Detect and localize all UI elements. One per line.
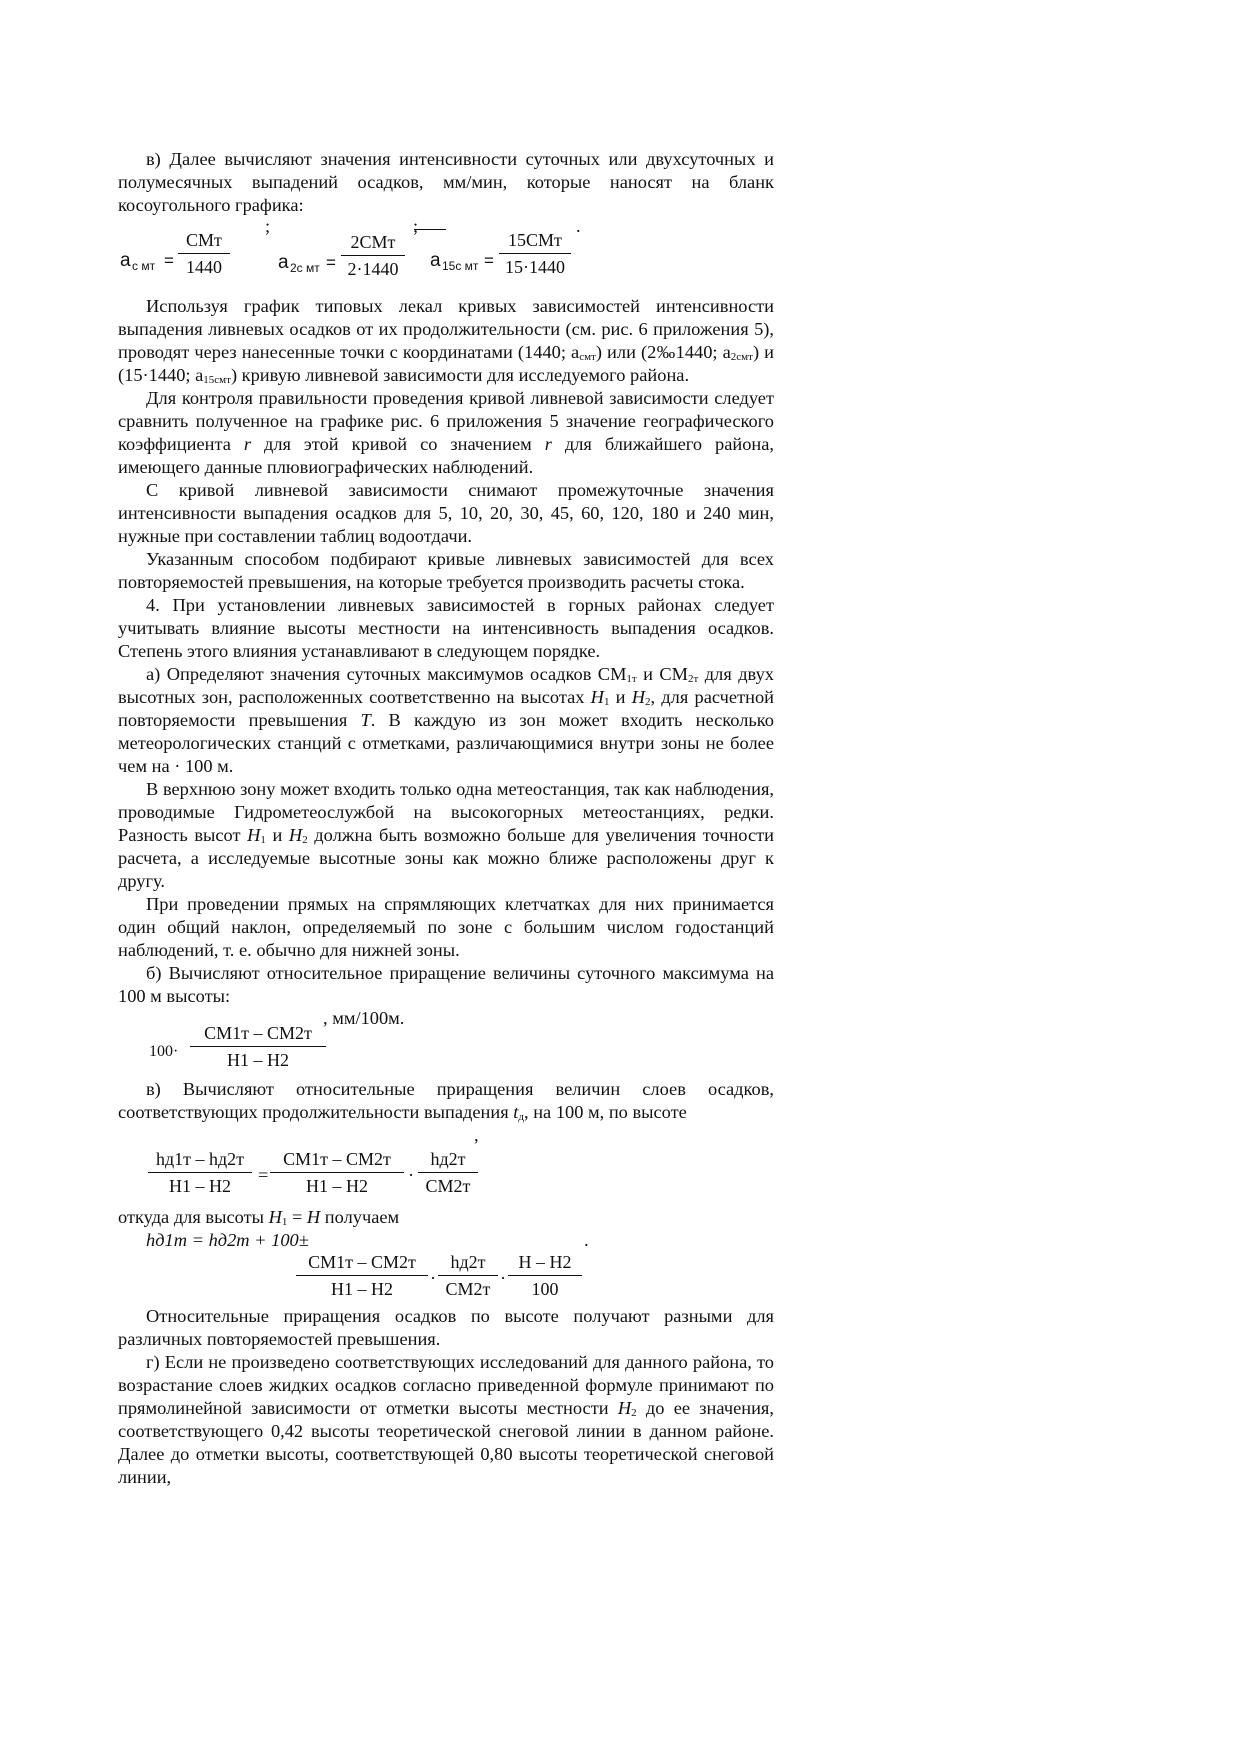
fraction [508,1249,582,1302]
paragraph-relative-precip: Относительные приращения осадков по высоте получают разными для различных повторяемостей превышения. [118,1306,774,1349]
formula-separator: , [474,1125,479,1145]
paragraph-upper-zone: В верхнюю зону может входить только одна метеостанция, так как наблюдения, проводимые Гидрометеослужбой на высокогорных метеостанциях, редки. Разность высот $H_1$ и $H_2$ должна быть возможно больше для увеличения точности расчета, а исследуемые высотные зоны как можно ближе расположены друг к другу. [118,779,774,891]
formula-variable: a [430,250,441,271]
numerator: hд2т [438,1249,498,1276]
formula-multiply: · [408,1165,415,1185]
denominator: H1 – H2 [169,1176,231,1196]
formula-equals: = [326,253,336,272]
formula-height-result [118,1229,774,1305]
document-page [118,148,774,1489]
paragraph-template-curves: Используя график типовых лекал кривых зависимостей интенсивности выпадения ливневых осадков от их продолжительности (см. рис. 6 приложения 5), проводят через нанесенные точки с координатами (1440; $a_{смт}$) или (2‰1440; $a_{2смт}$) и (15·1440; $a_{15смт}$) кривую ливневой зависимости для исследуемого района. [118,296,774,386]
denominator: H1 – H2 [227,1050,289,1070]
fraction [270,1146,404,1199]
formula-separator: ; [265,216,271,236]
formula-variable: a [120,250,131,271]
formula-prefix: 100· [149,1043,179,1060]
paragraph-no-research: г) Если не произведено соответствующих исследований для данного района, то возрастание слоев жидких осадков согласно приведенной формуле принимают по прямолинейной зависимости от отметки высоты местности $H_2$ до ее значения, соответствующего 0,42 высоты теоретической снеговой линии в данном районе. Далее до отметки высоты, соответствующей 0,80 высоты теоретической снеговой линии, [118,1352,774,1487]
paragraph-intermediate-values: С кривой ливневой зависимости снимают промежуточные значения интенсивности выпадения осадков для 5, 10, 20, 30, 45, 60, 120, 180 и 240 мин, нужные при составлении таблиц водоотдачи. [118,480,774,546]
denominator: 15·1440 [505,257,565,277]
denominator: СМ2т [425,1176,471,1196]
fraction [418,1146,478,1199]
numerator: 2СМт [341,229,405,256]
paragraph-slope: При проведении прямых на спрямляющих клетчатках для них принимается один общий наклон, определяемый по зоне с большим числом годостанций наблюдений, т. е. обычно для нижней зоны. [118,894,774,960]
paragraph-mountain: 4. При установлении ливневых зависимостей в горных районах следует учитывать влияние высоты местности на интенсивность выпадения осадков. Степень этого влияния устанавливают в следующем порядке. [118,595,774,661]
formula-equals: = [484,251,494,270]
formula-unit: , мм/100м. [323,1008,405,1028]
formula-intensity [118,217,774,295]
numerator: hд1т – hд2т [148,1146,252,1173]
denominator: 2·1440 [347,259,399,279]
numerator: СМ1т – СМ2т [270,1146,404,1173]
fraction [190,1020,326,1073]
overline [414,229,446,230]
numerator: H – H2 [508,1249,582,1276]
numerator: СМт [178,227,230,254]
denominator: 100 [531,1279,559,1299]
fraction [341,229,405,282]
formula-separator: . [584,1230,589,1250]
formula-subscript: 15с мт [442,259,479,273]
numerator: СМ1т – СМ2т [296,1249,428,1276]
fraction [178,227,230,280]
formula-separator: . [576,216,581,236]
formula-lhs: hд1т = hд2т + 100± [146,1230,309,1250]
formula-layer-increment [118,1124,774,1206]
denominator: 1440 [186,257,222,277]
numerator: hд2т [418,1146,478,1173]
formula-subscript: 2с мт [290,261,320,275]
formula-variable: a [278,252,289,273]
formula-multiply: · [500,1268,507,1288]
fraction [438,1249,498,1302]
formula-relative-increment [118,1008,774,1078]
fraction [148,1146,252,1199]
paragraph-intensity-calc: в) Далее вычисляют значения интенсивности суточных или двухсуточных и полумесячных выпадений осадков, мм/мин, которые наносят на бланк косоугольного графика: [118,149,774,215]
formula-subscript: с мт [132,259,156,273]
formula-multiply: · [430,1268,437,1288]
formula-separator: ; [413,216,419,236]
paragraph-relative-increment: б) Вычисляют относительное приращение величины суточного максимума на 100 м высоты: [118,963,774,1006]
denominator: H1 – H2 [306,1176,368,1196]
denominator: СМ2т [445,1279,491,1299]
numerator: СМ1т – СМ2т [190,1020,326,1047]
numerator: 15СМт [499,227,571,254]
denominator: H1 – H2 [331,1279,393,1299]
fraction [499,227,571,280]
paragraph-method: Указанным способом подбирают кривые ливневых зависимостей для всех повторяемостей превышения, на которые требуется производить расчеты стока. [118,549,774,592]
formula-equals: = [164,251,174,270]
paragraph-layer-increment: в) Вычисляют относительные приращения величин слоев осадков, соответствующих продолжительности выпадения $t_д$, на 100 м, по высоте [118,1079,774,1123]
paragraph-control: Для контроля правильности проведения кривой ливневой зависимости следует сравнить полученное на графике рис. 6 приложения 5 значение географического коэффициента r для этой кривой со значением r для ближайшего района, имеющего данные плювиографических наблюдений. [118,388,774,477]
formula-equals: = [258,1165,269,1185]
fraction [296,1249,428,1302]
paragraph-daily-maxima: а) Определяют значения суточных максимумов осадков $СМ_{1т}$ и $СМ_{2т}$ для двух высотных зон, расположенных соответственно на высотах $H_1$ и $H_2$, для расчетной повторяемости превышения T. В каждую из зон может входить несколько метеорологических станций с отметками, различающимися внутри зоны не более чем на · 100 м. [118,664,774,776]
paragraph-whence: откуда для высоты $H_1 = H$ получаем [118,1207,400,1228]
